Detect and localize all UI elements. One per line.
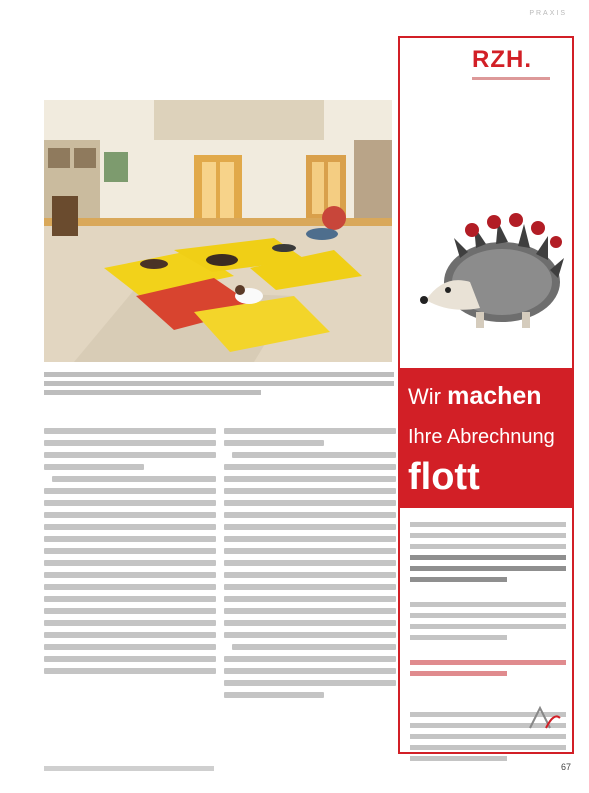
footer-publication-line [44,766,214,771]
partner-logo-icon [528,704,562,730]
page-number: 67 [560,762,571,772]
ad-headline-line-2: Ihre Abrechnung [408,426,555,448]
ad-headline-line-1: Wir machen [408,382,542,410]
ad-headline-banner [398,368,574,508]
rzh-logo [472,46,568,82]
rzh-logo-text: RZH. [472,46,532,73]
ad-headline-line-3: flott [408,456,480,498]
article-photo [44,100,392,362]
photo-caption [44,370,394,399]
section-label: PRAXIS [529,10,567,17]
hedgehog-illustration [410,208,566,338]
physiotherapy-room-image [44,100,392,362]
article-column-right [224,422,396,762]
article-column-left [44,422,216,762]
rzh-advertisement [398,36,574,754]
